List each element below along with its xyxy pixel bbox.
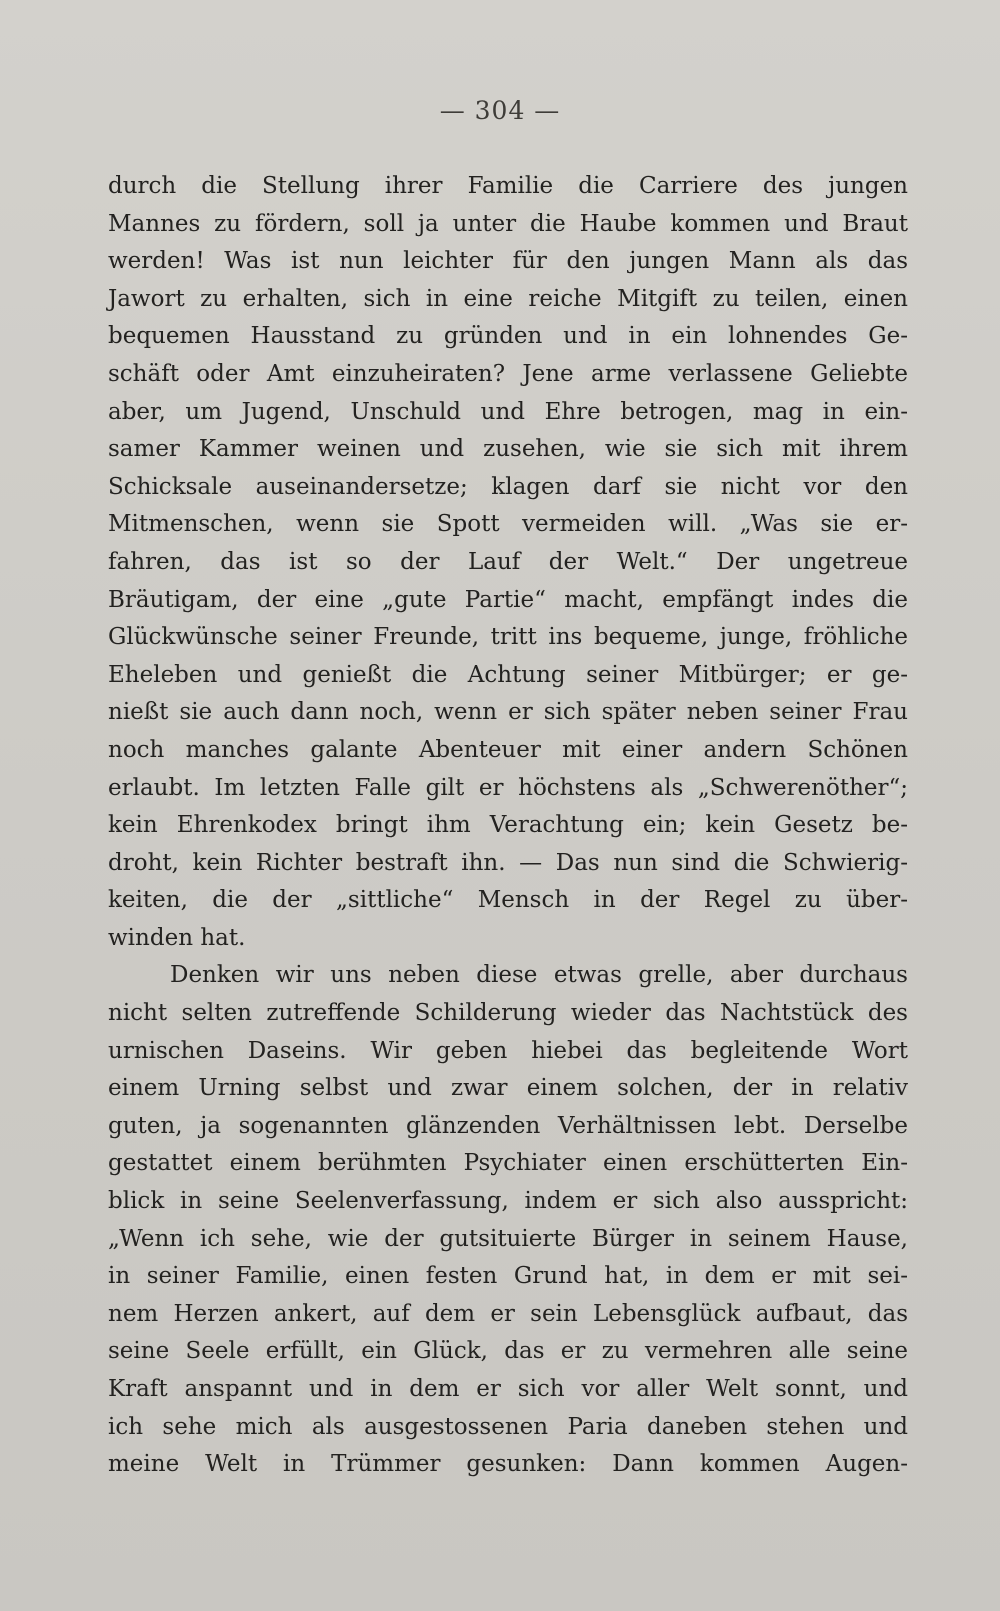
text-line: Kraft anspannt und in dem er sich vor aller Welt sonnt, und <box>108 1376 908 1402</box>
text-line: Eheleben und genießt die Achtung seiner Mitbürger; er ge- <box>108 661 908 688</box>
text-line: fahren, das ist so der Lauf der Welt.“ Der ungetreue <box>108 548 908 575</box>
text-line: meine Welt in Trümmer gesunken: Dann kommen Augen- <box>108 1451 908 1478</box>
text-line: guten, ja sogenannten glänzenden Verhältnissen lebt. Derselbe <box>108 1112 908 1139</box>
text-line: ich sehe mich als ausgestossenen Paria daneben stehen und <box>108 1413 908 1440</box>
text-line: Jawort zu erhalten, sich in eine reiche Mitgift zu teilen, einen <box>108 285 908 312</box>
text-line: nießt sie auch dann noch, wenn er sich später neben seiner Frau <box>108 699 908 726</box>
text-line: seine Seele erfüllt, ein Glück, das er zu vermehren alle seine <box>108 1338 908 1365</box>
text-line: nem Herzen ankert, auf dem er sein Lebensglück aufbaut, das <box>108 1300 908 1327</box>
text-line: nicht selten zutreffende Schilderung wieder das Nachtstück des <box>108 1000 908 1027</box>
text-line: werden! Was ist nun leichter für den jungen Mann als das <box>108 248 908 275</box>
text-line: Mannes zu fördern, soll ja unter die Haube kommen und Braut <box>108 210 908 237</box>
text-line: gestattet einem berühmten Psychiater einen erschütterten Ein- <box>108 1150 908 1177</box>
text-line: urnischen Daseins. Wir geben hiebei das begleitende Wort <box>108 1037 908 1064</box>
text-line: durch die Stellung ihrer Familie die Carriere des jungen <box>108 173 908 199</box>
text-line: Denken wir uns neben diese etwas grelle, aber durchaus <box>170 962 908 989</box>
text-line: samer Kammer weinen und zusehen, wie sie sich mit ihrem <box>108 436 908 463</box>
text-line: noch manches galante Abenteuer mit einer andern Schönen <box>108 736 908 763</box>
text-line: erlaubt. Im letzten Falle gilt er höchstens als „Schwerenöther“; <box>108 774 908 801</box>
text-line: „Wenn ich sehe, wie der gutsituierte Bürger in seinem Hause, <box>108 1225 908 1252</box>
text-line: Glückwünsche seiner Freunde, tritt ins bequeme, junge, fröhliche <box>108 624 908 651</box>
text-line: Bräutigam, der eine „gute Partie“ macht, empfängt indes die <box>108 586 908 613</box>
body-text <box>108 168 908 1484</box>
text-line: winden hat. <box>108 924 246 951</box>
text-line: blick in seine Seelenverfassung, indem er sich also ausspricht: <box>108 1188 908 1215</box>
text-line: droht, kein Richter bestraft ihn. — Das nun sind die Schwierig- <box>108 849 908 876</box>
text-line: bequemen Hausstand zu gründen und in ein lohnendes Ge- <box>108 323 908 350</box>
text-line: schäft oder Amt einzuheiraten? Jene arme verlassene Geliebte <box>108 360 908 387</box>
text-line: aber, um Jugend, Unschuld und Ehre betrogen, mag in ein- <box>108 398 908 425</box>
text-line: einem Urning selbst und zwar einem solchen, der in relativ <box>108 1075 908 1102</box>
text-line: in seiner Familie, einen festen Grund hat, in dem er mit sei- <box>108 1263 908 1290</box>
text-line: Schicksale auseinandersetze; klagen darf sie nicht vor den <box>108 473 908 500</box>
text-line: keiten, die der „sittliche“ Mensch in der Regel zu über- <box>108 887 908 914</box>
text-line: kein Ehrenkodex bringt ihm Verachtung ein; kein Gesetz be- <box>108 812 908 839</box>
text-line: Mitmenschen, wenn sie Spott vermeiden will. „Was sie er- <box>108 511 908 538</box>
page-number: — 304 — <box>439 96 561 125</box>
